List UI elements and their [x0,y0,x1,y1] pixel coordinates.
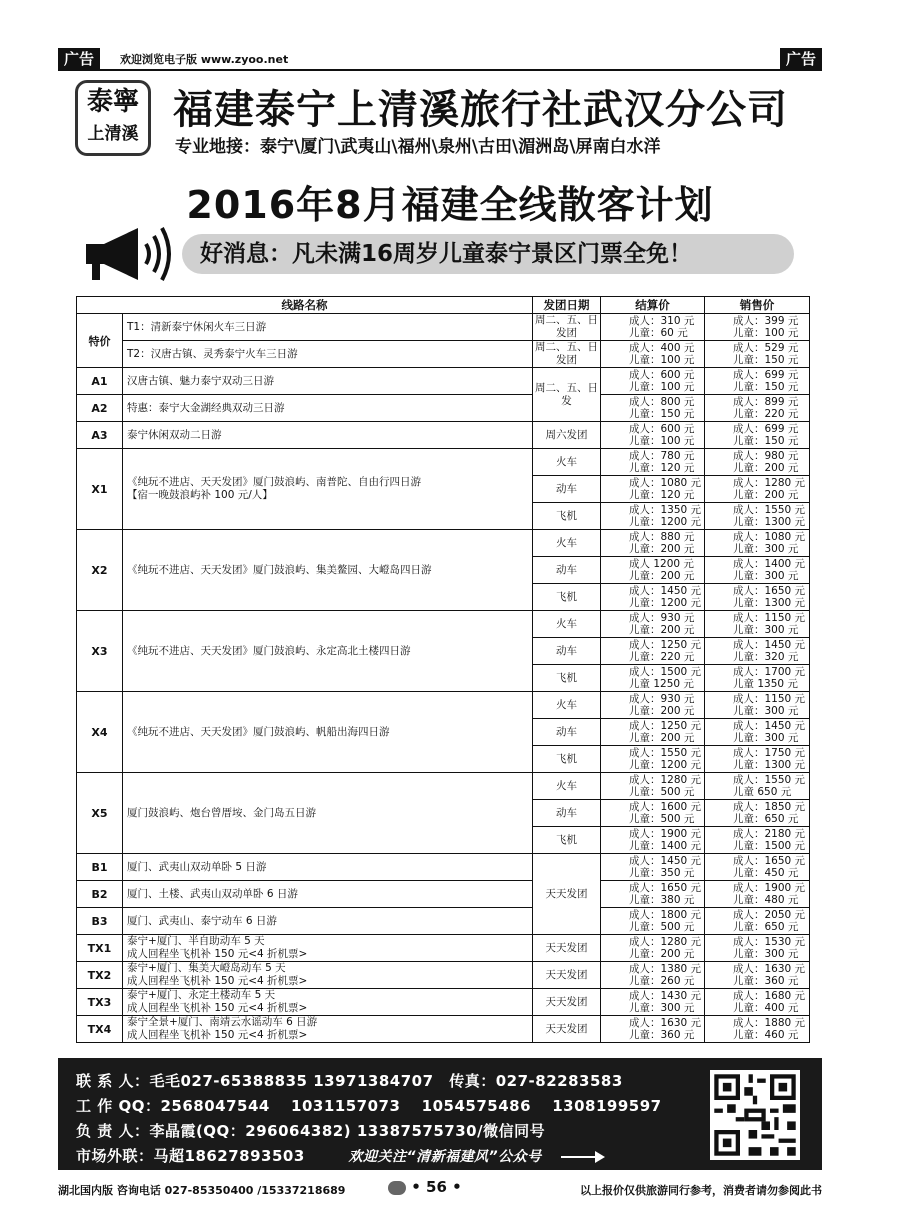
price-adult: 成人：1250 元 [629,719,702,732]
price-adult: 成人：600 元 [629,422,695,435]
table-row [77,908,810,935]
price-child: 儿童：100 元 [629,435,695,447]
price-adult: 成人：1680 元 [733,989,806,1002]
settle-price [601,989,705,1016]
price-child: 儿童 650 元 [733,786,792,798]
price-child: 儿童：220 元 [629,651,695,663]
price-child: 儿童：400 元 [733,1002,799,1014]
table-row [77,935,810,962]
contact-row-person [76,1070,633,1091]
price-child: 儿童：300 元 [733,948,799,960]
price-adult: 成人：1400 元 [733,557,806,570]
table-row [77,854,810,881]
route-name: 厦门、武夷山、泰宁动车 6 日游 [123,908,533,935]
page-number-text: • 56 • [411,1178,462,1196]
price-child: 儿童：200 元 [629,705,695,717]
page-badge-icon [388,1181,406,1195]
route-code: B1 [77,854,123,881]
price-adult: 成人：1150 元 [733,692,806,705]
price-child: 儿童：200 元 [733,462,799,474]
price-child: 儿童：1200 元 [629,759,702,771]
retail-price [705,746,810,773]
price-adult: 成人：1530 元 [733,935,806,948]
route-name-note: 成人回程坐飞机补 150 元<4 折机票> [127,1002,308,1014]
price-adult: 成人：1450 元 [629,854,702,867]
depart-cell: 天天发团 [533,854,601,935]
price-child: 儿童：500 元 [629,921,695,933]
route-name: 厦门、土楼、武夷山双动单卧 6 日游 [123,881,533,908]
table-row [77,989,810,1016]
route-name-note: 成人回程坐飞机补 150 元<4 折机票> [127,948,308,960]
depart-cell: 周二、五、日发团 [533,341,601,368]
settle-price [601,827,705,854]
depart-cell: 天天发团 [533,989,601,1016]
route-code: TX3 [77,989,123,1016]
route-name [123,1016,533,1043]
price-adult: 成人：2180 元 [733,827,806,840]
price-child: 儿童：300 元 [733,624,799,636]
price-child: 儿童：380 元 [629,894,695,906]
price-child: 儿童：300 元 [733,570,799,582]
settle-price [601,314,705,341]
depart-cell: 天天发团 [533,962,601,989]
price-child: 儿童：350 元 [629,867,695,879]
price-child: 儿童：150 元 [733,435,799,447]
route-name [123,989,533,1016]
contact-person: 联 系 人：毛毛027-65388835 13971384707 [76,1072,434,1090]
company-subtitle: 专业地接：泰宁\厦门\武夷山\福州\泉州\古田\湄洲岛\屏南白水洋 [175,137,661,157]
route-name: 《纯玩不进店、天天发团》厦门鼓浪屿、集美鳌园、大嶝岛四日游 [123,530,533,611]
table-header [77,297,810,314]
retail-price [705,422,810,449]
route-name: 特惠：泰宁大金湖经典双动三日游 [123,395,533,422]
price-child: 儿童 1350 元 [733,678,798,690]
retail-price [705,989,810,1016]
route-name-line: 《纯玩不进店、天天发团》厦门鼓浪屿、南普陀、自由行四日游 [127,476,421,488]
price-child: 儿童：650 元 [733,921,799,933]
price-child: 儿童：120 元 [629,489,695,501]
retail-price [705,557,810,584]
table-row [77,962,810,989]
price-child: 儿童：100 元 [629,381,695,393]
logo-line-1: 泰寧 [86,87,139,117]
route-name-line: 泰宁+厦门、半自助动车 5 天 [127,935,265,947]
contact-row-qq: 工 作 QQ：2568047544 1031157073 1054575486 1308199597 [76,1097,662,1115]
price-child: 儿童：200 元 [733,489,799,501]
price-child: 儿童：320 元 [733,651,799,663]
route-code: B3 [77,908,123,935]
table-row [77,314,810,341]
arrow-right-icon [561,1156,601,1158]
settle-price [601,881,705,908]
price-child: 儿童：60 元 [629,327,688,339]
contact-market: 市场外联：马超18627893503 [76,1147,305,1165]
price-adult: 成人：399 元 [733,314,799,327]
depart-cell: 周六发团 [533,422,601,449]
price-child: 儿童：300 元 [733,732,799,744]
route-code: X1 [77,449,123,530]
retail-price [705,638,810,665]
price-child: 儿童：1300 元 [733,516,806,528]
price-adult: 成人：1430 元 [629,989,702,1002]
price-child: 儿童：500 元 [629,786,695,798]
route-name [123,449,533,530]
settle-price [601,854,705,881]
retail-price [705,530,810,557]
site-link[interactable]: 欢迎浏览电子版 www.zyoo.net [120,53,289,66]
price-adult: 成人 1200 元 [629,557,694,570]
depart-cell: 飞机 [533,584,601,611]
price-adult: 成人：1630 元 [629,1016,702,1029]
price-adult: 成人：1350 元 [629,503,702,516]
price-adult: 成人：899 元 [733,395,799,408]
header-date: 发团日期 [533,297,601,314]
top-rule [58,69,822,71]
news-banner: 好消息：凡未满16周岁儿童泰宁景区门票全免！ [182,234,794,274]
route-name-line: 泰宁+厦门、集美大嶝岛动车 5 天 [127,962,286,974]
table-row [77,1016,810,1043]
depart-cell: 火车 [533,692,601,719]
depart-cell: 飞机 [533,827,601,854]
table-row [77,395,810,422]
price-child: 儿童：120 元 [629,462,695,474]
price-child: 儿童：450 元 [733,867,799,879]
table-row [77,773,810,800]
settle-price [601,1016,705,1043]
depart-cell: 天天发团 [533,935,601,962]
route-code: B2 [77,881,123,908]
retail-price [705,665,810,692]
route-code: A2 [77,395,123,422]
settle-price [601,935,705,962]
price-child: 儿童：150 元 [629,408,695,420]
settle-price [601,692,705,719]
settle-price [601,449,705,476]
price-adult: 成人：529 元 [733,341,799,354]
route-name-note: 成人回程坐飞机补 150 元<4 折机票> [127,1029,308,1041]
route-name: 《纯玩不进店、天天发团》厦门鼓浪屿、帆船出海四日游 [123,692,533,773]
route-name-line: 泰宁+厦门、永定土楼动车 5 天 [127,989,276,1001]
retail-price [705,962,810,989]
price-adult: 成人：1850 元 [733,800,806,813]
settle-price [601,557,705,584]
price-adult: 成人：1550 元 [733,773,806,786]
price-child: 儿童：100 元 [629,354,695,366]
price-child: 儿童：300 元 [733,543,799,555]
table-row [77,611,810,638]
retail-price [705,935,810,962]
retail-price [705,800,810,827]
route-code: TX1 [77,935,123,962]
price-adult: 成人：1550 元 [733,503,806,516]
price-child: 儿童：500 元 [629,813,695,825]
header-settle: 结算价 [601,297,705,314]
settle-price [601,476,705,503]
retail-price [705,908,810,935]
route-name: 泰宁休闲双动二日游 [123,422,533,449]
price-child: 儿童：360 元 [733,975,799,987]
retail-price [705,854,810,881]
route-table [76,296,810,1043]
route-code: A1 [77,368,123,395]
price-adult: 成人：1650 元 [733,854,806,867]
route-name: T2：汉唐古镇、灵秀泰宁火车三日游 [123,341,533,368]
price-adult: 成人：800 元 [629,395,695,408]
company-logo [75,80,151,156]
route-code: 特价 [77,314,123,368]
price-adult: 成人：1900 元 [629,827,702,840]
table-row [77,881,810,908]
settle-price [601,584,705,611]
price-adult: 成人：600 元 [629,368,695,381]
route-name-note: 【宿一晚鼓浪屿补 100 元/人】 [127,489,273,501]
retail-price [705,395,810,422]
table-row [77,341,810,368]
price-child: 儿童：200 元 [629,543,695,555]
route-code: A3 [77,422,123,449]
price-adult: 成人：780 元 [629,449,695,462]
price-adult: 成人：1900 元 [733,881,806,894]
price-adult: 成人：1650 元 [629,881,702,894]
company-name: 福建泰宁上清溪旅行社武汉分公司 [173,86,788,133]
settle-price [601,530,705,557]
price-adult: 成人：1880 元 [733,1016,806,1029]
retail-price [705,314,810,341]
header-route: 线路名称 [77,297,533,314]
price-child: 儿童：300 元 [733,705,799,717]
price-adult: 成人：930 元 [629,692,695,705]
route-code: TX4 [77,1016,123,1043]
ad-tag-right: 广告 [780,48,822,70]
price-adult: 成人：1600 元 [629,800,702,813]
depart-cell: 周二、五、日发 [533,368,601,422]
settle-price [601,908,705,935]
route-name: 《纯玩不进店、天天发团》厦门鼓浪屿、永定高北土楼四日游 [123,611,533,692]
depart-cell: 动车 [533,719,601,746]
price-adult: 成人：1800 元 [629,908,702,921]
price-child: 儿童 1250 元 [629,678,694,690]
retail-price [705,827,810,854]
price-child: 儿童：1300 元 [733,597,806,609]
depart-cell: 飞机 [533,746,601,773]
megaphone-icon [80,222,176,286]
route-code: X4 [77,692,123,773]
price-child: 儿童：1200 元 [629,597,702,609]
price-child: 儿童：200 元 [629,624,695,636]
price-child: 儿童：1400 元 [629,840,702,852]
retail-price [705,611,810,638]
price-child: 儿童：200 元 [629,948,695,960]
price-child: 儿童：150 元 [733,354,799,366]
retail-price [705,476,810,503]
price-adult: 成人：699 元 [733,422,799,435]
ad-tag-left: 广告 [58,48,100,70]
price-adult: 成人：1250 元 [629,638,702,651]
contact-row-market [76,1145,611,1166]
route-code: X3 [77,611,123,692]
price-child: 儿童：220 元 [733,408,799,420]
depart-cell: 动车 [533,476,601,503]
route-name: 厦门鼓浪屿、炮台曾厝垵、金门岛五日游 [123,773,533,854]
price-adult: 成人：930 元 [629,611,695,624]
settle-price [601,611,705,638]
route-name [123,935,533,962]
price-adult: 成人：1450 元 [629,584,702,597]
depart-cell: 周二、五、日发团 [533,314,601,341]
depart-cell: 天天发团 [533,1016,601,1043]
price-adult: 成人：1650 元 [733,584,806,597]
price-adult: 成人：1450 元 [733,638,806,651]
price-adult: 成人：1450 元 [733,719,806,732]
settle-price [601,368,705,395]
settle-price [601,800,705,827]
depart-cell: 火车 [533,611,601,638]
price-child: 儿童：200 元 [629,732,695,744]
retail-price [705,368,810,395]
depart-cell: 火车 [533,773,601,800]
price-adult: 成人：310 元 [629,314,695,327]
route-name [123,962,533,989]
retail-price [705,881,810,908]
price-child: 儿童：200 元 [629,570,695,582]
route-name: 汉唐古镇、魅力泰宁双动三日游 [123,368,533,395]
page-footer [58,1178,822,1198]
top-bar [58,48,822,70]
price-adult: 成人：1380 元 [629,962,702,975]
qr-code-icon[interactable] [710,1070,800,1160]
depart-cell: 动车 [533,638,601,665]
route-code: X2 [77,530,123,611]
depart-cell: 动车 [533,557,601,584]
price-adult: 成人：1150 元 [733,611,806,624]
footer-disclaimer: 以上报价仅供旅游同行参考，消费者请勿参阅此书 [580,1184,822,1197]
route-name-note: 成人回程坐飞机补 150 元<4 折机票> [127,975,308,987]
table-row [77,422,810,449]
table-row [77,449,810,476]
depart-cell: 火车 [533,449,601,476]
depart-cell: 飞机 [533,503,601,530]
table-row [77,530,810,557]
depart-cell: 飞机 [533,665,601,692]
settle-price [601,638,705,665]
price-adult: 成人：1080 元 [733,530,806,543]
price-child: 儿童：1300 元 [733,759,806,771]
price-adult: 成人：1750 元 [733,746,806,759]
settle-price [601,719,705,746]
price-adult: 成人：1280 元 [629,773,702,786]
retail-price [705,584,810,611]
price-child: 儿童：100 元 [733,327,799,339]
page-number [388,1178,462,1196]
price-adult: 成人：1280 元 [629,935,702,948]
settle-price [601,773,705,800]
settle-price [601,665,705,692]
depart-cell: 火车 [533,530,601,557]
retail-price [705,503,810,530]
price-child: 儿童：360 元 [629,1029,695,1041]
price-adult: 成人：1500 元 [629,665,702,678]
settle-price [601,341,705,368]
follow-note: 欢迎关注“清新福建风”公众号 [348,1149,542,1165]
price-child: 儿童：460 元 [733,1029,799,1041]
contact-fax: 传真：027-82283583 [449,1072,623,1090]
retail-price [705,1016,810,1043]
retail-price [705,773,810,800]
settle-price [601,422,705,449]
retail-price [705,719,810,746]
header-retail: 销售价 [705,297,810,314]
retail-price [705,341,810,368]
route-name: T1：清新泰宁休闲火车三日游 [123,314,533,341]
price-adult: 成人：980 元 [733,449,799,462]
price-child: 儿童：1200 元 [629,516,702,528]
retail-price [705,449,810,476]
price-child: 儿童：480 元 [733,894,799,906]
route-code: TX2 [77,962,123,989]
settle-price [601,503,705,530]
contact-panel [58,1058,822,1170]
table-row [77,692,810,719]
route-name: 厦门、武夷山双动单卧 5 日游 [123,854,533,881]
contact-row-manager: 负 责 人：李晶霞(QQ：296064382) 13387575730/微信同号 [76,1122,546,1140]
price-child: 儿童：260 元 [629,975,695,987]
page-title: 2016年8月福建全线散客计划 [186,183,714,227]
price-child: 儿童：150 元 [733,381,799,393]
table-row [77,368,810,395]
price-child: 儿童：650 元 [733,813,799,825]
price-adult: 成人：2050 元 [733,908,806,921]
price-adult: 成人：699 元 [733,368,799,381]
header [75,78,815,166]
price-child: 儿童：1500 元 [733,840,806,852]
price-adult: 成人：1280 元 [733,476,806,489]
depart-cell: 动车 [533,800,601,827]
settle-price [601,962,705,989]
price-adult: 成人：400 元 [629,341,695,354]
price-adult: 成人：1700 元 [733,665,806,678]
price-adult: 成人：1630 元 [733,962,806,975]
price-adult: 成人：880 元 [629,530,695,543]
price-adult: 成人：1550 元 [629,746,702,759]
settle-price [601,395,705,422]
settle-price [601,746,705,773]
footer-edition: 湖北国内版 咨询电话 027-85350400 /15337218689 [58,1184,346,1197]
route-code: X5 [77,773,123,854]
price-adult: 成人：1080 元 [629,476,702,489]
price-child: 儿童：300 元 [629,1002,695,1014]
logo-line-2: 上清溪 [87,124,139,144]
route-name-line: 泰宁全景+厦门、南靖云水谣动车 6 日游 [127,1016,318,1028]
retail-price [705,692,810,719]
